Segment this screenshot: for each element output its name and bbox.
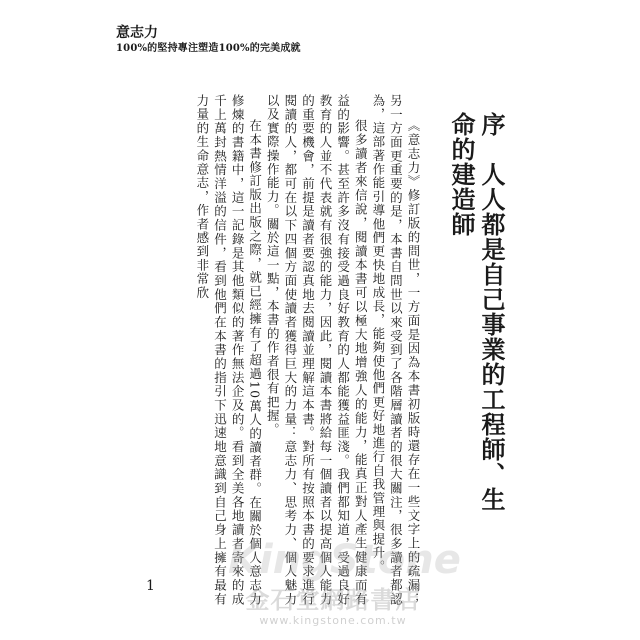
running-header <box>116 24 301 56</box>
watermark-url: www.kingstone.com.tw <box>259 614 407 627</box>
book-subtitle: 100%的堅持專注塑造100%的完美成就 <box>116 43 301 54</box>
paragraph: 在本書修訂版出版之際，就已經擁有了超過10萬人的讀者群。在關於個人意志力修煉的書籍中，這一記錄是其他類似的著作無法企及的。看到全美各地讀者寄來的成千上萬封熱情洋溢的信件，看到他們在本書的指引下迅速地意識到自己身上擁有最有力量的生命意志，作者感到非常欣 <box>194 94 263 606</box>
chapter-title: 序 人人都是自己事業的工程師、生命的建造師 <box>447 112 506 512</box>
watermark-logo: KingStone <box>228 537 461 583</box>
paragraph: 很多讀者來信說，閱讀本書可以極大地增強人的能力，能真正對人產生健康而有益的影響。甚至許多沒有接受過良好教育的人都能獲益匪淺。我們都知道，受過良好教育的人並不代表就有很強的能力，因此，閱讀本書將給每一個讀者以提高個人能力的重要機會，前提是讀者要認真地去閱讀並理解這本書。對所有按照本書的要求進行閱讀的人，都可在以下四個方面使讀者獲得巨大的力量：意志力、思考力、個人魅力以及實際操作能力。關於這一點，本書的作者很有把握。 <box>265 94 369 606</box>
body-text <box>150 94 422 606</box>
page-number: 1 <box>146 578 155 594</box>
paragraph: 《意志力》修訂版的問世，一方面是因為本書初版時還存在一些文字上的疏漏；另一方面更重要的是，本書自問世以來受到了各階層讀者的很大關注，很多讀者都認為，這部著作能引導他們更快地成長，能夠使他們更好地進行自我管理與提升。 <box>370 94 421 606</box>
book-title: 意志力 <box>116 25 158 41</box>
watermark-store-name: 金石堂網路書店 <box>245 586 421 614</box>
